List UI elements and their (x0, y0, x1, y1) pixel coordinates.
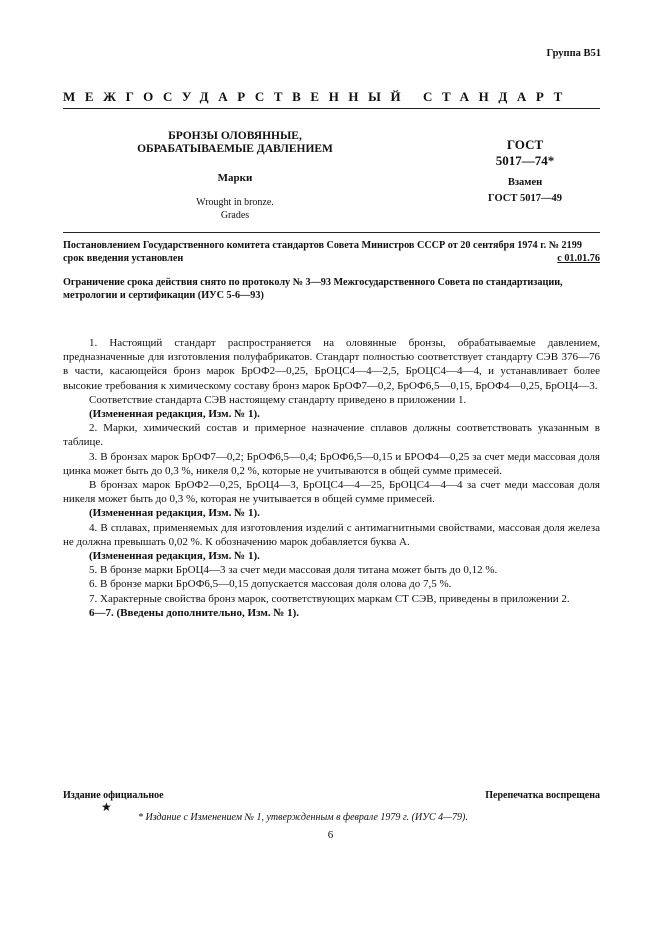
gost-number: 5017—74* (495, 153, 555, 168)
decree-intro-label: срок введения установлен (63, 253, 184, 264)
paragraph: 1. Настоящий стандарт распространяется на оловянные бронзы, обрабатываемые давлением, предназначенные для изготовления полуфабрикатов. Стандарт полностью соответствует стандарту СЭВ 376—76 в части, касающейся бронз марок БрОФ2—0,25, БрОЦС4—4—2,5, БрОЦС4—4—4, и устанавливает более высокие требования к химическому составу бронз марок БрОФ7—0,2, БрОФ6,5—0,15, БрОФ4—0,25, БрОЦ4—3. (63, 337, 600, 392)
gost-label: ГОСТ (506, 137, 544, 152)
replaces-label: Взамен (507, 177, 543, 188)
english-title-line-2: Grades (220, 210, 250, 221)
restriction-note: Ограничение срока действия снято по протоколу № 3—93 Межгосударственного Совета по стандартизации, метрологии и сертификации (ИУС 5-6—93) (63, 277, 563, 301)
star-icon: ★ (101, 800, 112, 814)
paragraph: 2. Марки, химический состав и примерное назначение сплавов должны соответствовать указанным в таблице. (63, 422, 600, 449)
paragraph: Соответствие стандарта СЭВ настоящему стандарту приведено в приложении 1. (89, 393, 467, 406)
paragraph: 7. Характерные свойства бронз марок, соответствующих маркам СТ СЭВ, приведены в приложении 2. (89, 592, 570, 605)
decree (63, 239, 600, 265)
paragraph: 6—7. (Введены дополнительно, Изм. № 1). (89, 606, 300, 619)
header-divider (63, 108, 600, 109)
paragraph: (Измененная редакция, Изм. № 1). (89, 550, 260, 563)
paragraph: 3. В бронзах марок БрОФ7—0,2; БрОФ6,5—0,4; БрОФ6,5—0,15 и БРОФ4—0,25 за счет меди массовая доля цинка может быть до 0,3 %, никеля 0,2 %, которые не учитываются в общей сумме примесей. (63, 450, 600, 477)
standard-banner: МЕЖГОСУДАРСТВЕННЫЙ СТАНДАРТ (63, 89, 572, 104)
replaced-standard: ГОСТ 5017—49 (488, 193, 562, 204)
body-text (63, 336, 600, 620)
paragraph: (Измененная редакция, Изм. № 1). (89, 408, 260, 421)
english-title (110, 196, 360, 222)
footnote: * Издание с Изменением № 1, утвержденным в феврале 1979 г. (ИУС 4—79). (138, 812, 468, 823)
decree-text: Постановлением Государственного комитета стандартов Совета Министров СССР от 20 сентября 1974 г. № 2199 (63, 240, 582, 251)
reprint-prohibited-label: Перепечатка воспрещена (485, 790, 600, 801)
paragraph: (Измененная редакция, Изм. № 1). (89, 507, 260, 520)
paragraph: В бронзах марок БрОФ2—0,25, БрОЦ4—3, БрОЦС4—4—25, БрОЦС4—4—4 за счет меди массовая доля никеля может быть до 0,3 %, которая не учитывается в общей сумме примесей. (63, 479, 600, 506)
paragraph: 4. В сплавах, применяемых для изготовления изделий с антимагнитными свойствами, массовая доля железа не должна превышать 0,02 %. К обозначению марок добавляется буква А. (63, 521, 600, 548)
group-label: Группа В51 (546, 48, 601, 59)
english-title-line-1: Wrought in bronze. (196, 197, 274, 208)
official-edition-label: Издание официальное (63, 790, 164, 801)
page-number: 6 (327, 829, 334, 841)
title-line-1: БРОНЗЫ ОЛОВЯННЫЕ, (168, 130, 302, 142)
decree-intro-line (63, 252, 600, 265)
gost-block (470, 137, 580, 207)
paragraph: 5. В бронзе марки БрОЦ4—3 за счет меди массовая доля титана может быть до 0,12 %. (89, 564, 498, 577)
title-line-2: ОБРАБАТЫВАЕМЫЕ ДАВЛЕНИЕМ (137, 143, 333, 155)
subtitle: Марки (217, 172, 253, 184)
paragraph: 6. В бронзе марки БрОФ6,5—0,15 допускается массовая доля олова до 7,5 %. (89, 578, 452, 591)
title-divider (63, 232, 600, 233)
decree-intro-date: с 01.01.76 (557, 253, 600, 264)
title-block (110, 130, 360, 222)
